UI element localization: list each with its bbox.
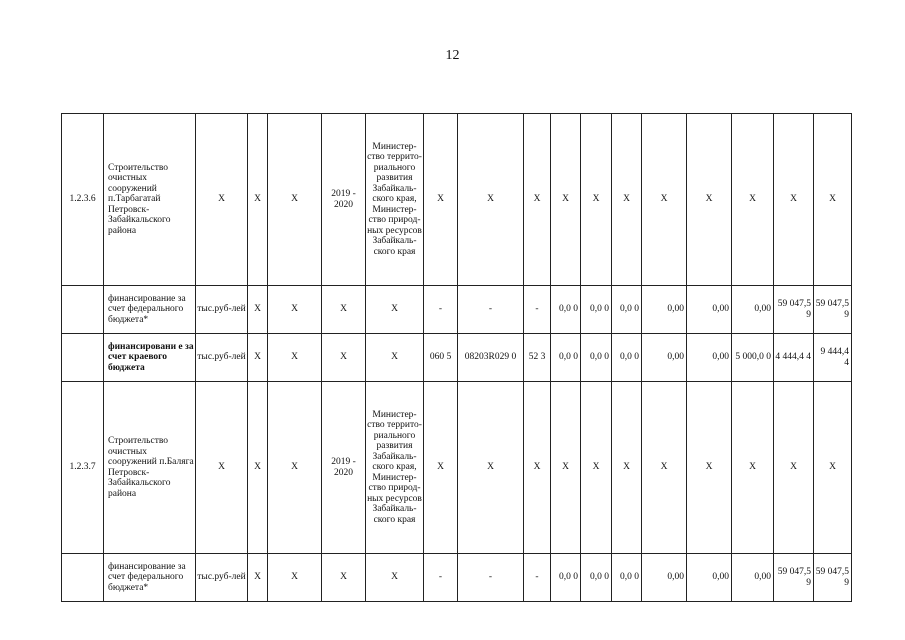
financing-row [62,334,852,382]
measure-name-cell: финансирование за счет федерального бюджета* [104,554,196,602]
executor-cell: X [366,334,424,382]
measure-name-cell: Строительство очистных сооружений п.Баляга Петровск-Забайкальского района [104,382,196,554]
value-cell: - [524,286,551,334]
value-cell: 5 000,0 0 [732,334,774,382]
measure-row [62,114,852,286]
value-cell: 0,0 0 [581,334,612,382]
measure-code-cell: 1.2.3.6 [62,114,104,286]
indicator-cell: X [248,334,268,382]
value-cell: 0,0 0 [551,554,581,602]
value-cell: X [732,114,774,286]
period-cell: 2019 - 2020 [322,114,366,286]
value-cell: 0,0 0 [551,286,581,334]
unit-cell: тыс.руб-лей [196,554,248,602]
value-cell: X [581,382,612,554]
value-cell: 52 3 [524,334,551,382]
period-cell: X [322,554,366,602]
value-cell: 060 5 [424,334,458,382]
value-cell: 59 047,5 9 [814,286,852,334]
unit-cell: тыс.руб-лей [196,286,248,334]
period-cell: 2019 - 2020 [322,382,366,554]
indicator-cell: X [248,286,268,334]
indicator-cell: X [248,554,268,602]
value-cell: X [612,382,642,554]
measure-code-cell [62,286,104,334]
value-cell: 0,0 0 [612,334,642,382]
executor-cell: X [366,286,424,334]
period-cell: X [322,286,366,334]
financing-row [62,554,852,602]
value-cell: - [424,286,458,334]
value-cell: X [551,382,581,554]
unit-cell: тыс.руб-лей [196,334,248,382]
value-cell: X [774,382,814,554]
value-cell: - [424,554,458,602]
unit-cell: X [196,114,248,286]
measure-code-cell [62,554,104,602]
value-cell: X [458,382,524,554]
value-cell: 0,00 [687,554,732,602]
value-cell: 0,0 0 [581,554,612,602]
value-cell: 08203R029 0 [458,334,524,382]
value-cell: 0,00 [687,334,732,382]
indicator-cell: X [268,382,322,554]
value-cell: X [424,114,458,286]
measure-name-cell: финансировани е за счет краевого бюджета [104,334,196,382]
executor-cell: Министер-ство террито-риального развития Забайкаль-ского края, Министер-ство природ-ных ресурсов Забайкаль-ского края [366,382,424,554]
value-cell: 0,0 0 [612,286,642,334]
indicator-cell: X [268,114,322,286]
value-cell: - [458,554,524,602]
value-cell: X [524,114,551,286]
value-cell: 0,0 0 [581,286,612,334]
period-cell: X [322,334,366,382]
indicator-cell: X [268,554,322,602]
measure-name-cell: Строительство очистных сооружений п.Тарбагатай Петровск-Забайкальского района [104,114,196,286]
measure-code-cell: 1.2.3.7 [62,382,104,554]
value-cell: 0,00 [642,286,687,334]
value-cell: X [687,114,732,286]
value-cell: 9 444,4 4 [814,334,852,382]
value-cell: X [581,114,612,286]
value-cell: 0,00 [642,334,687,382]
value-cell: 0,00 [687,286,732,334]
value-cell: X [642,114,687,286]
indicator-cell: X [268,286,322,334]
executor-cell: Министер-ство террито-риального развития Забайкаль-ского края, Министер-ство природ-ных ресурсов Забайкаль-ского края [366,114,424,286]
measure-name-cell: финансирование за счет федерального бюджета* [104,286,196,334]
indicator-cell: X [268,334,322,382]
value-cell: X [814,382,852,554]
indicator-cell: X [248,382,268,554]
value-cell: 0,00 [732,286,774,334]
value-cell: 0,0 0 [551,334,581,382]
unit-cell: X [196,382,248,554]
value-cell: X [774,114,814,286]
indicator-cell: X [248,114,268,286]
page-number: 12 [445,48,460,63]
value-cell: X [732,382,774,554]
value-cell: 59 047,5 9 [814,554,852,602]
executor-cell: X [366,554,424,602]
measure-row [62,382,852,554]
program-measures-table [61,113,852,602]
value-cell: X [687,382,732,554]
value-cell: X [458,114,524,286]
value-cell: - [458,286,524,334]
value-cell: 0,0 0 [612,554,642,602]
value-cell: X [642,382,687,554]
measure-code-cell [62,334,104,382]
value-cell: X [814,114,852,286]
value-cell: X [524,382,551,554]
value-cell: X [551,114,581,286]
financing-row [62,286,852,334]
value-cell: 0,00 [732,554,774,602]
value-cell: 59 047,5 9 [774,554,814,602]
value-cell: 59 047,5 9 [774,286,814,334]
value-cell: X [612,114,642,286]
value-cell: 0,00 [642,554,687,602]
value-cell: 4 444,4 4 [774,334,814,382]
value-cell: - [524,554,551,602]
value-cell: X [424,382,458,554]
